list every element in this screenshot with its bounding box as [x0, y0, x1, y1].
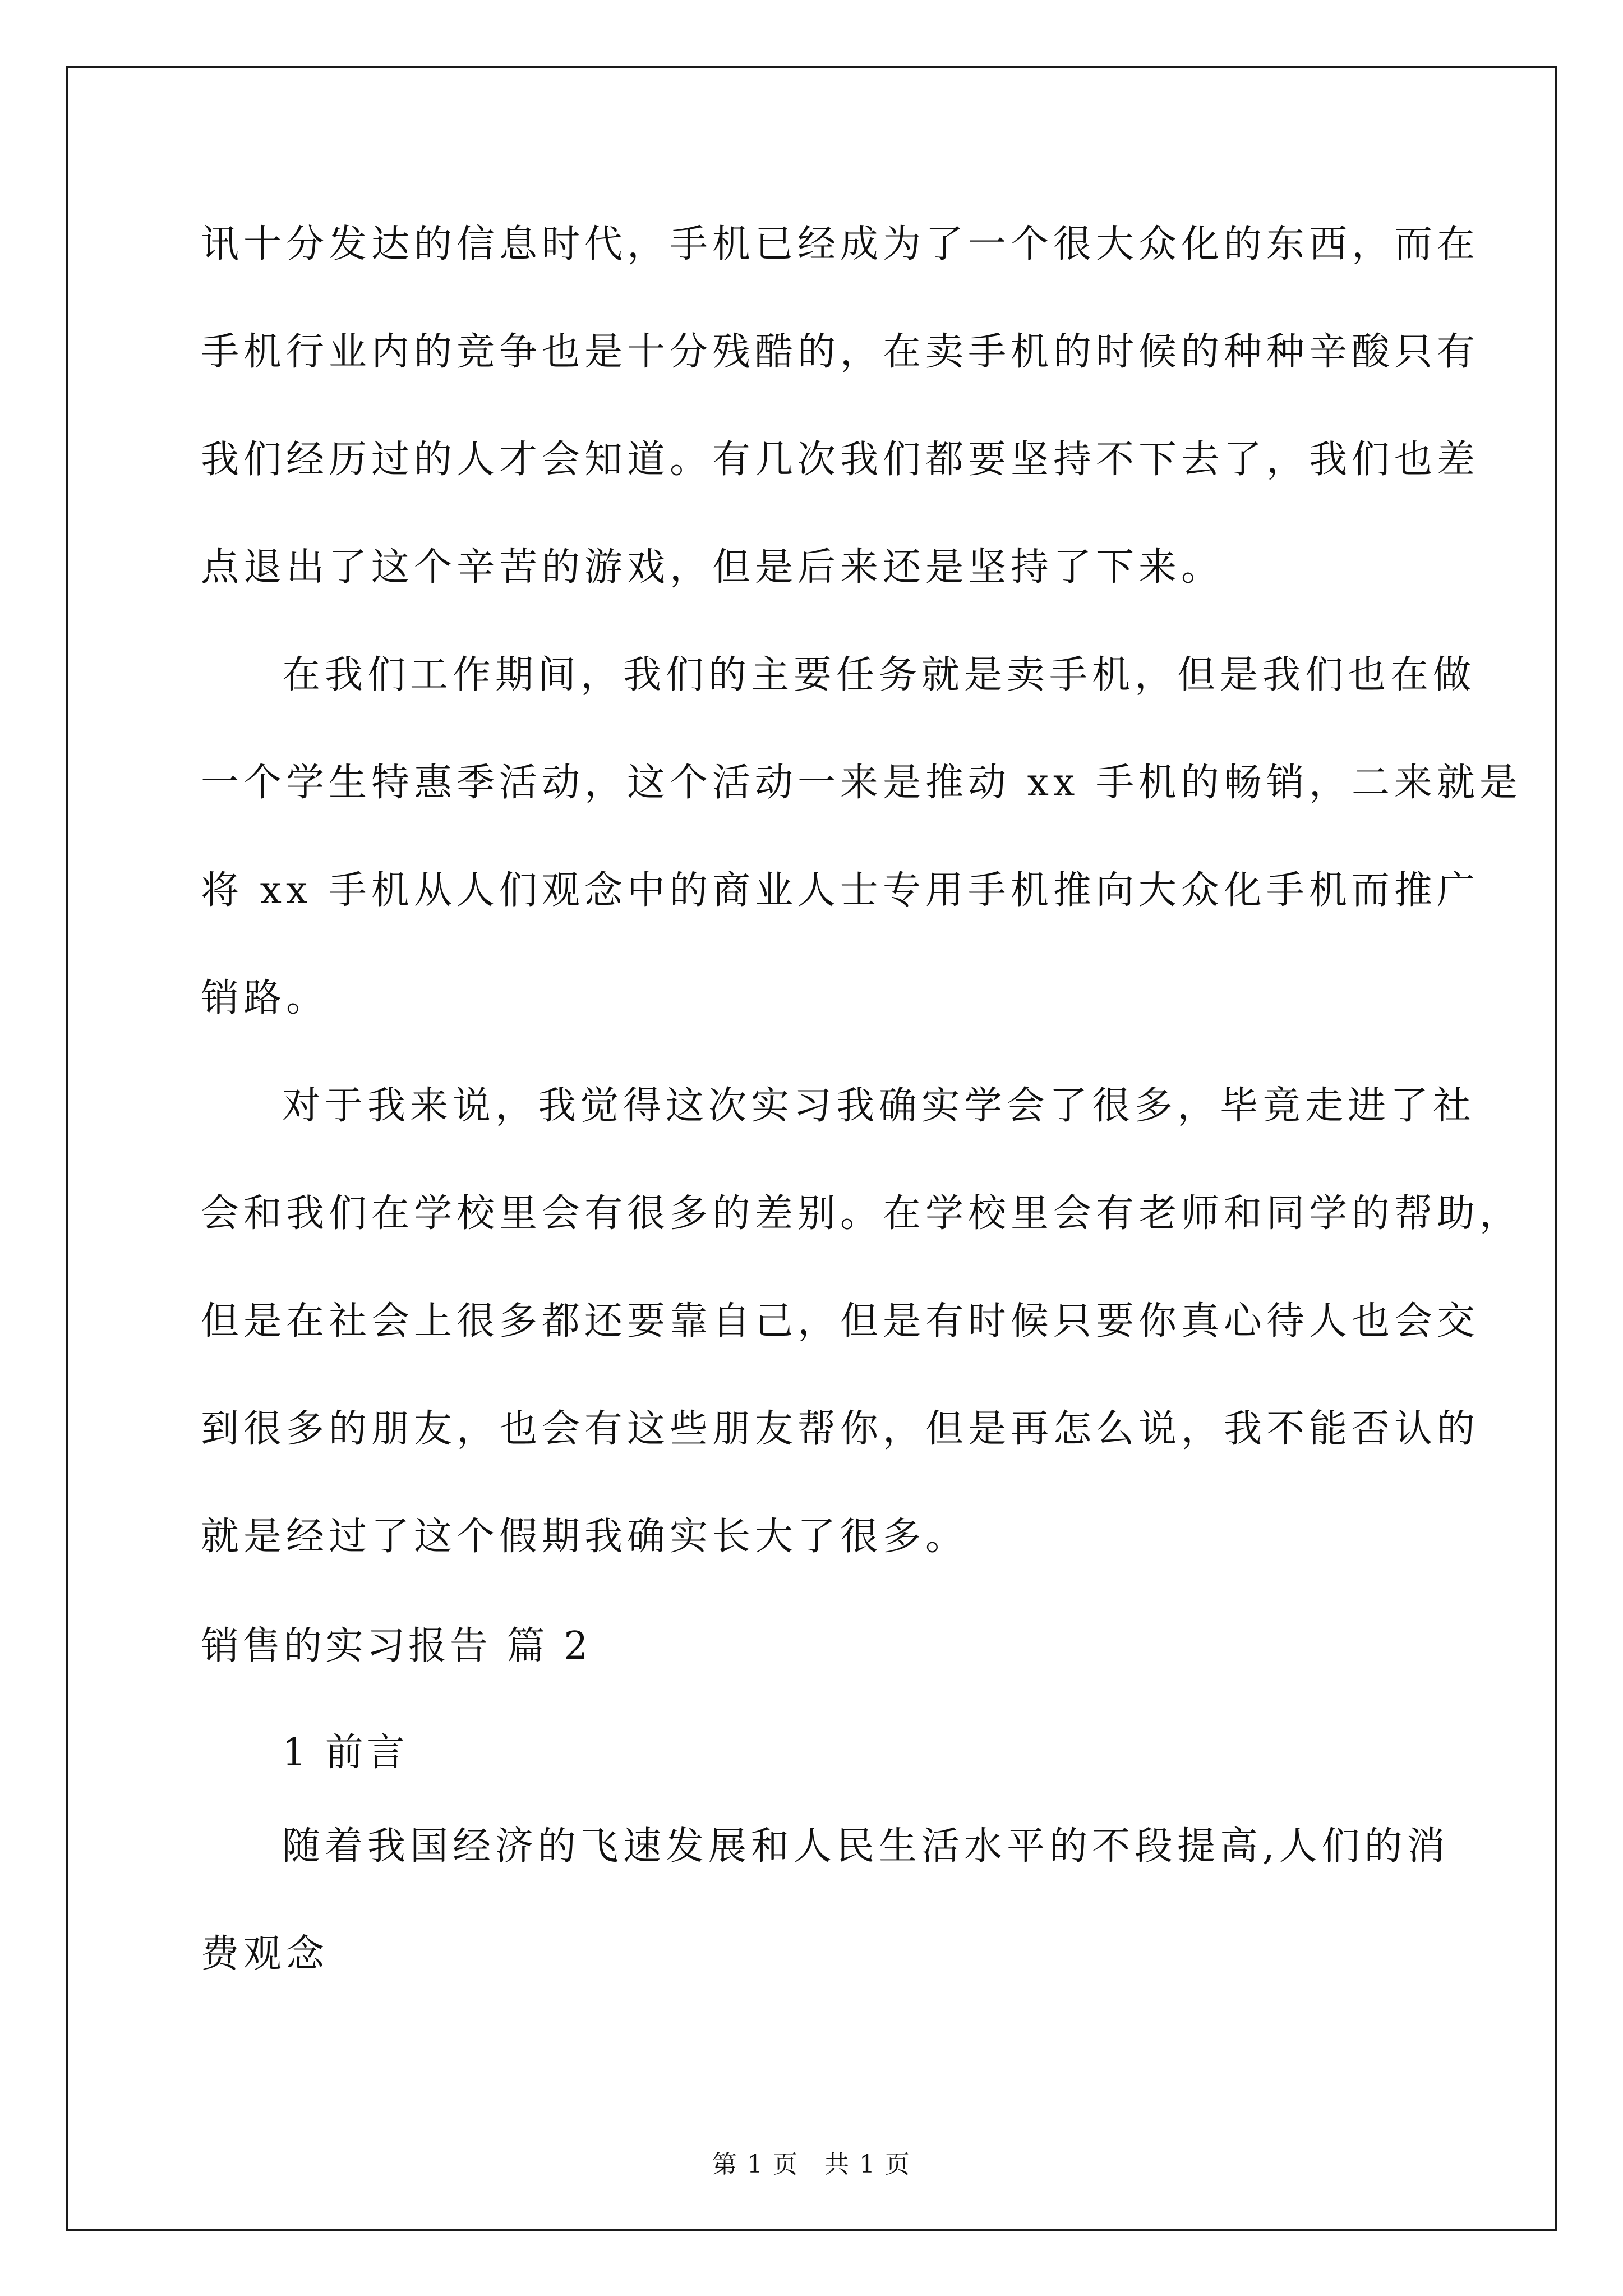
paragraph-line: 会和我们在学校里会有很多的差别。在学校里会有老师和同学的帮助，	[201, 1191, 1523, 1236]
paragraph-line: 费观念	[201, 1932, 329, 1976]
paragraph-line: 在我们工作期间，我们的主要任务就是卖手机，但是我们也在做	[282, 653, 1476, 697]
paragraph-line: 讯十分发达的信息时代，手机已经成为了一个很大众化的东西，而在	[201, 222, 1480, 266]
paragraph-line: 将 xx 手机从人们观念中的商业人士专用手机推向大众化手机而推广	[201, 868, 1479, 913]
paragraph-line: 一个学生特惠季活动，这个活动一来是推动 xx 手机的畅销，二来就是	[201, 761, 1522, 805]
section-title: 销售的实习报告 篇 2	[201, 1624, 592, 1668]
paragraph-line: 就是经过了这个假期我确实长大了很多。	[201, 1515, 969, 1559]
paragraph-line: 我们经历过的人才会知道。有几次我们都要坚持不下去了，我们也差	[201, 438, 1480, 482]
paragraph-line: 点退出了这个辛苦的游戏，但是后来还是坚持了下来。	[201, 545, 1224, 590]
page-number-footer: 第 1 页 共 1 页	[712, 2150, 911, 2179]
paragraph-line: 到很多的朋友，也会有这些朋友帮你，但是再怎么说，我不能否认的	[201, 1407, 1480, 1451]
paragraph-line: 手机行业内的竞争也是十分残酷的，在卖手机的时候的种种辛酸只有	[201, 330, 1480, 374]
subheading: 1 前言	[282, 1731, 408, 1775]
page-border	[66, 66, 1557, 2231]
paragraph-line: 销路。	[201, 976, 329, 1020]
paragraph-line: 对于我来说，我觉得这次实习我确实学会了很多，毕竟走进了社	[282, 1084, 1476, 1128]
paragraph-line: 但是在社会上很多都还要靠自己，但是有时候只要你真心待人也会交	[201, 1299, 1480, 1343]
paragraph-line: 随着我国经济的飞速发展和人民生活水平的不段提高,人们的消	[282, 1824, 1450, 1869]
